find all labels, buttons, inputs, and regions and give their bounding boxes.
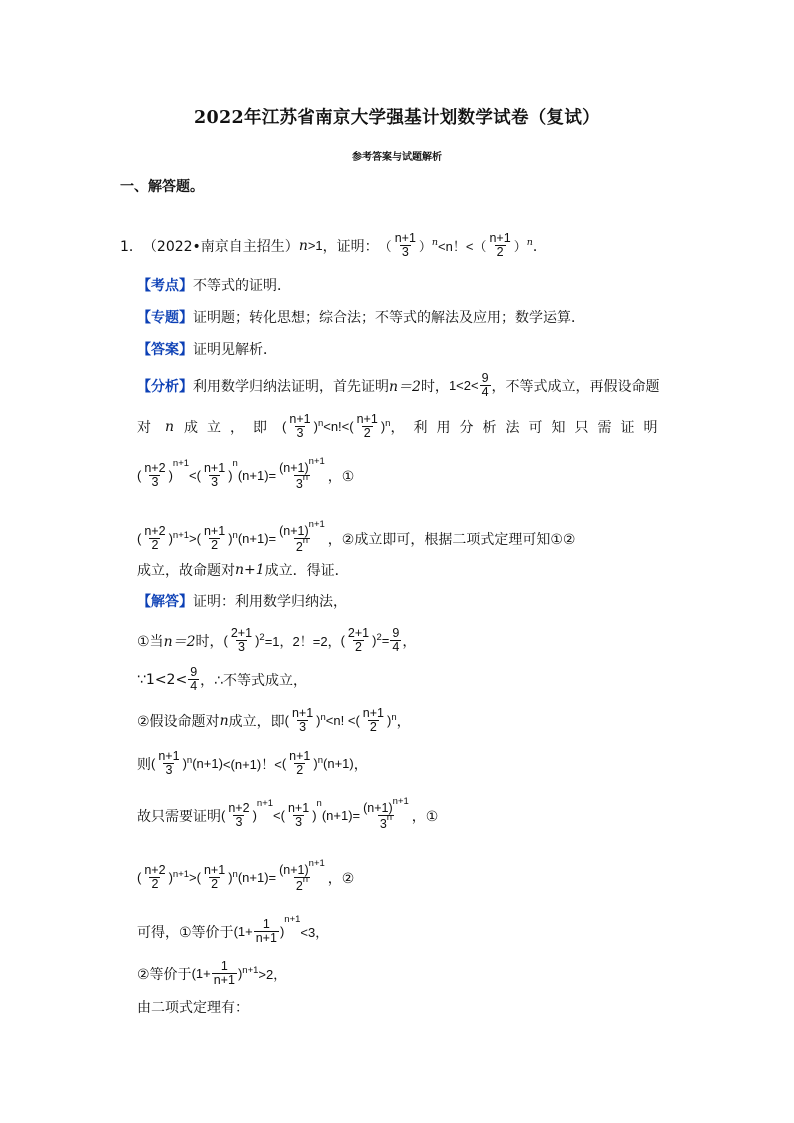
fraction: $\frac{9}{4}$	[392, 626, 400, 655]
fraction: $\frac{(n+1)^{n+1}}{3^n}$	[363, 796, 409, 832]
jieda-step-2: ②假设命题对 n 成立，即 ( $\frac{n+1}{3}$ ) $^n$ <n! < ( $\frac{n+1}{2}$ ) $^n$ ，	[137, 706, 411, 735]
fenxi-formula-2: ( $\frac{n+2}{2}$ ) $^{n+1}$ > ( $\frac{n+1}{2}$ ) $^n$ (n+1) = $\frac{(n+1)^{n+1}}{2^n}$ ，②成立即可，根据二项式定理可知①②	[137, 519, 576, 555]
fenxi-line-1: 【分析】 利用数学归纳法证明，首先证明 n＝2 时， 1<2< $\frac{9}{4}$ ，不等式成立，再假设命题	[137, 371, 660, 400]
section-heading: 一、解答题。	[120, 179, 204, 195]
fraction: $\frac{n+2}{3}$	[228, 801, 250, 830]
jieda-line: 【解答】 证明：利用数学归纳法，	[137, 591, 347, 611]
fraction: $\frac{n+1}{3}$	[158, 749, 180, 778]
fraction: $\frac{n+1}{3}$	[291, 706, 314, 735]
fenxi-line-end: 成立，故命题对 n+1 成立．得证．	[137, 562, 349, 579]
fraction: $\frac{n+2}{3}$	[144, 461, 166, 490]
jieda-step-1: ①当 n＝2 时， ( $\frac{2+1}{3}$ ) $^2$ =1，2！=2， ( $\frac{2+1}{2}$ ) $^2$ = $\frac{9}{4}$ ，	[137, 626, 417, 655]
kaodian-line: 【考点】 不等式的证明．	[137, 275, 291, 295]
jieda-final: 由二项式定理有：	[137, 1000, 249, 1016]
jieda-equiv-2: ②等价于 ( 1+ $\frac{1}{n+1}$ ) $^{n+1}$ >2，	[137, 959, 287, 988]
daan-label: 【答案】	[137, 342, 193, 358]
fraction: $\frac{n+1}{2}$	[362, 706, 384, 735]
zhuanti-label: 【专题】	[137, 310, 193, 326]
problem-1: 1． （2022•南京自主招生） n >1 ，证明： （ $\frac{n+1}{3}$ ） $^n$ <n！< （ $\frac{n+1}{2}$ ） $^n$ ．	[120, 231, 547, 260]
fraction: $\frac{1}{n+1}$	[255, 917, 277, 946]
fraction: $\frac{n+1}{3}$	[289, 412, 311, 441]
jieda-ineq-2: ( $\frac{n+2}{2}$ ) $^{n+1}$ > ( $\frac{n+1}{2}$ ) $^n$ (n+1) = $\frac{(n+1)^{n+1}}{2^n}$ ，②	[137, 858, 355, 894]
fraction: $\frac{n+2}{2}$	[144, 863, 166, 892]
jieda-equiv-1: 可得，①等价于 ( 1+ $\frac{1}{n+1}$ ) n+1 <3，	[137, 914, 329, 946]
jieda-label: 【解答】	[137, 594, 193, 610]
problem-source: （2022•南京自主招生）	[142, 238, 299, 255]
fraction: $\frac{n+1}{2}$	[489, 231, 511, 260]
fraction: $\frac{n+1}{2}$	[203, 524, 226, 553]
fenxi-line-2: 对 n 成立，即 ( $\frac{n+1}{3}$ ) $^n$ <n!< ( $\frac{n+1}{2}$ ) $^n$ ，利用分析法可知只需证明	[137, 412, 667, 441]
fraction: $\frac{n+1}{3}$	[394, 231, 416, 260]
fraction: $\frac{(n+1)^{n+1}}{2^n}$	[279, 858, 325, 894]
fraction: $\frac{(n+1)^{n+1}}{2^n}$	[279, 519, 325, 555]
problem-statement: ，证明：	[322, 238, 379, 255]
fraction: $\frac{n+1}{3}$	[287, 801, 310, 830]
fraction: $\frac{(n+1)^{n+1}}{3^n}$	[279, 456, 325, 492]
fraction: $\frac{n+1}{2}$	[356, 412, 378, 441]
page-title: 2022年江苏省南京大学强基计划数学试卷（复试）	[194, 108, 600, 128]
fraction: $\frac{2+1}{3}$	[230, 626, 253, 655]
fenxi-formula-1: ( $\frac{n+2}{3}$ ) n+1 < ( $\frac{n+1}{3}$ ) n (n+1) = $\frac{(n+1)^{n+1}}{3^n}$ ，①	[137, 456, 355, 492]
jieda-then: 则 ( $\frac{n+1}{3}$ ) $^n$ (n+1) <(n+1)！< ( $\frac{n+1}{2}$ ) $^n$ (n+1) ，	[137, 749, 368, 778]
jieda-because: ∵1<2< $\frac{9}{4}$ ，∴不等式成立，	[137, 665, 308, 694]
fraction: $\frac{9}{4}$	[190, 665, 198, 694]
zhuanti-line: 【专题】 证明题；转化思想；综合法；不等式的解法及应用；数学运算．	[137, 307, 585, 327]
kaodian-label: 【考点】	[137, 278, 193, 294]
jieda-suffices: 故只需要证明 ( $\frac{n+2}{3}$ ) n+1 < ( $\frac{n+1}{3}$ ) n (n+1) = $\frac{(n+1)^{n+1}}{3^n}$ ，①	[137, 796, 439, 832]
fraction: $\frac{n+1}{2}$	[289, 749, 311, 778]
daan-line: 【答案】 证明见解析．	[137, 339, 277, 359]
fraction: $\frac{1}{n+1}$	[213, 959, 235, 988]
page-subtitle: 参考答案与试题解析	[352, 152, 442, 163]
fraction: $\frac{n+2}{2}$	[144, 524, 166, 553]
fraction: $\frac{n+1}{2}$	[203, 863, 226, 892]
fraction: $\frac{n+1}{3}$	[203, 461, 226, 490]
fraction: $\frac{9}{4}$	[481, 371, 489, 400]
fenxi-label: 【分析】	[137, 378, 193, 395]
problem-number: 1．	[120, 238, 143, 255]
fraction: $\frac{2+1}{2}$	[347, 626, 370, 655]
